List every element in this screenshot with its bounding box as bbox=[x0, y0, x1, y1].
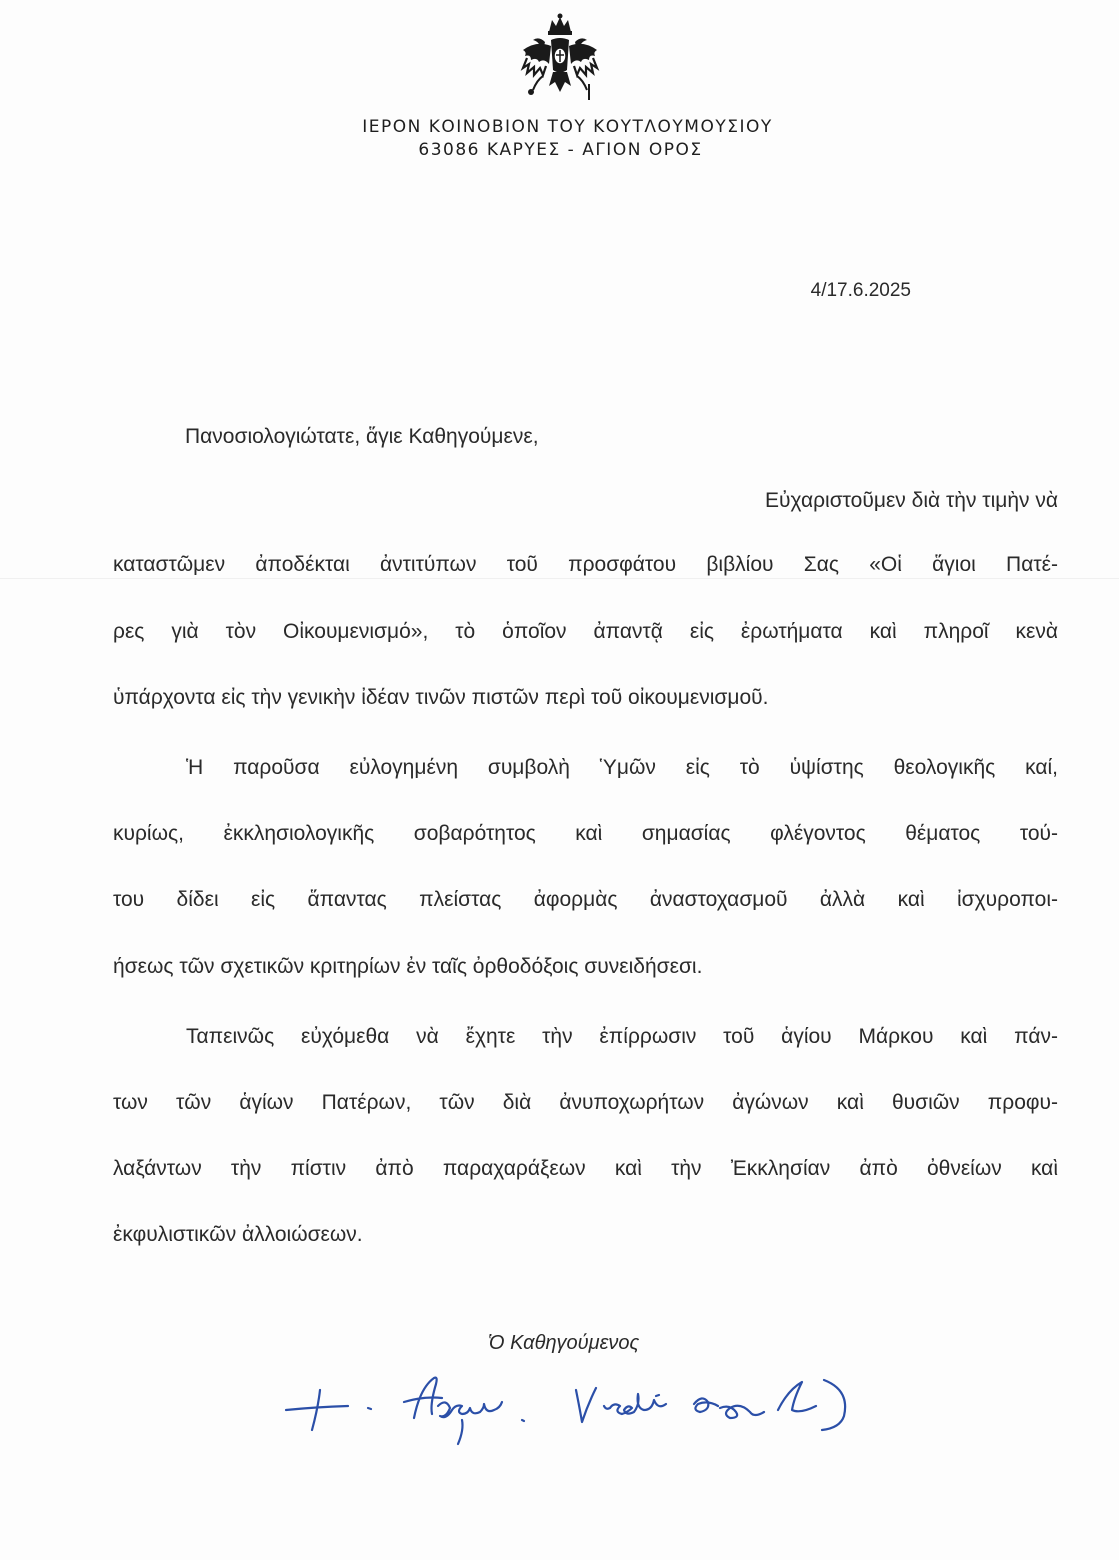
body-line: Ἡ παροῦσα εὐλογημένη συμβολὴ Ὑμῶν εἰς τὸ ὑψίστης θεολογικῆς καί, bbox=[186, 756, 1058, 779]
body-line: κυρίως, ἐκκλησιολογικῆς σοβαρότητος καὶ σημασίας φλέγοντος θέματος τού- bbox=[113, 822, 1058, 845]
body-line: Εὐχαριστοῦμεν διὰ τὴν τιμὴν νὰ bbox=[765, 489, 1058, 512]
body-line: Ταπεινῶς εὐχόμεθα νὰ ἔχητε τὴν ἐπίρρωσιν τοῦ ἁγίου Μάρκου καὶ πάν- bbox=[186, 1025, 1058, 1048]
body-line: του δίδει εἰς ἅπαντας πλείστας ἀφορμὰς ἀναστοχασμοῦ ἀλλὰ καὶ ἰσχυροποι- bbox=[113, 888, 1058, 911]
body-line: ὑπάρχοντα εἰς τὴν γενικὴν ἰδέαν τινῶν πιστῶν περὶ τοῦ οἰκουμενισμοῦ. bbox=[113, 686, 769, 709]
body-line: ήσεως τῶν σχετικῶν κριτηρίων ἐν ταῖς ὀρθοδόξοις συνειδήσεσι. bbox=[113, 955, 703, 978]
double-headed-eagle-icon bbox=[519, 12, 601, 110]
body-line: λαξάντων τὴν πίστιν ἀπὸ παραχαράξεων καὶ τὴν Ἐκκλησίαν ἀπὸ ὀθνείων καὶ bbox=[113, 1157, 1058, 1180]
salutation: Πανοσιολογιώτατε, ἅγιε Καθηγούμενε, bbox=[185, 425, 539, 448]
letter-date: 4/17.6.2025 bbox=[810, 280, 911, 301]
body-line: ρες γιὰ τὸν Οἰκουμενισμό», τὸ ὁποῖον ἀπαντᾷ εἰς ἐρωτήματα καὶ πληροῖ κενὰ bbox=[113, 620, 1058, 643]
monastery-name: ΙΕΡΟΝ ΚΟΙΝΟΒΙΟΝ ΤΟΥ ΚΟΥΤΛΟΥΜΟΥΣΙΟΥ bbox=[362, 117, 773, 137]
body-line: καταστῶμεν ἀποδέκται ἀντιτύπων τοῦ προσφάτου βιβλίου Σας «Οἱ ἅγιοι Πατέ- bbox=[113, 553, 1058, 576]
body-line: των τῶν ἁγίων Πατέρων, τῶν διὰ ἀνυποχωρήτων ἀγώνων καὶ θυσιῶν προφυ- bbox=[113, 1091, 1058, 1114]
signer-title: Ὁ Καθηγούμενος bbox=[488, 1332, 640, 1354]
body-line: ἐκφυλιστικῶν ἀλλοιώσεων. bbox=[113, 1223, 363, 1246]
monastery-address: 63086 ΚΑΡΥΕΣ - ΑΓΙΟΝ ΟΡΟΣ bbox=[418, 140, 703, 160]
handwritten-signature bbox=[276, 1360, 906, 1450]
paper-fold-line bbox=[0, 578, 1119, 579]
